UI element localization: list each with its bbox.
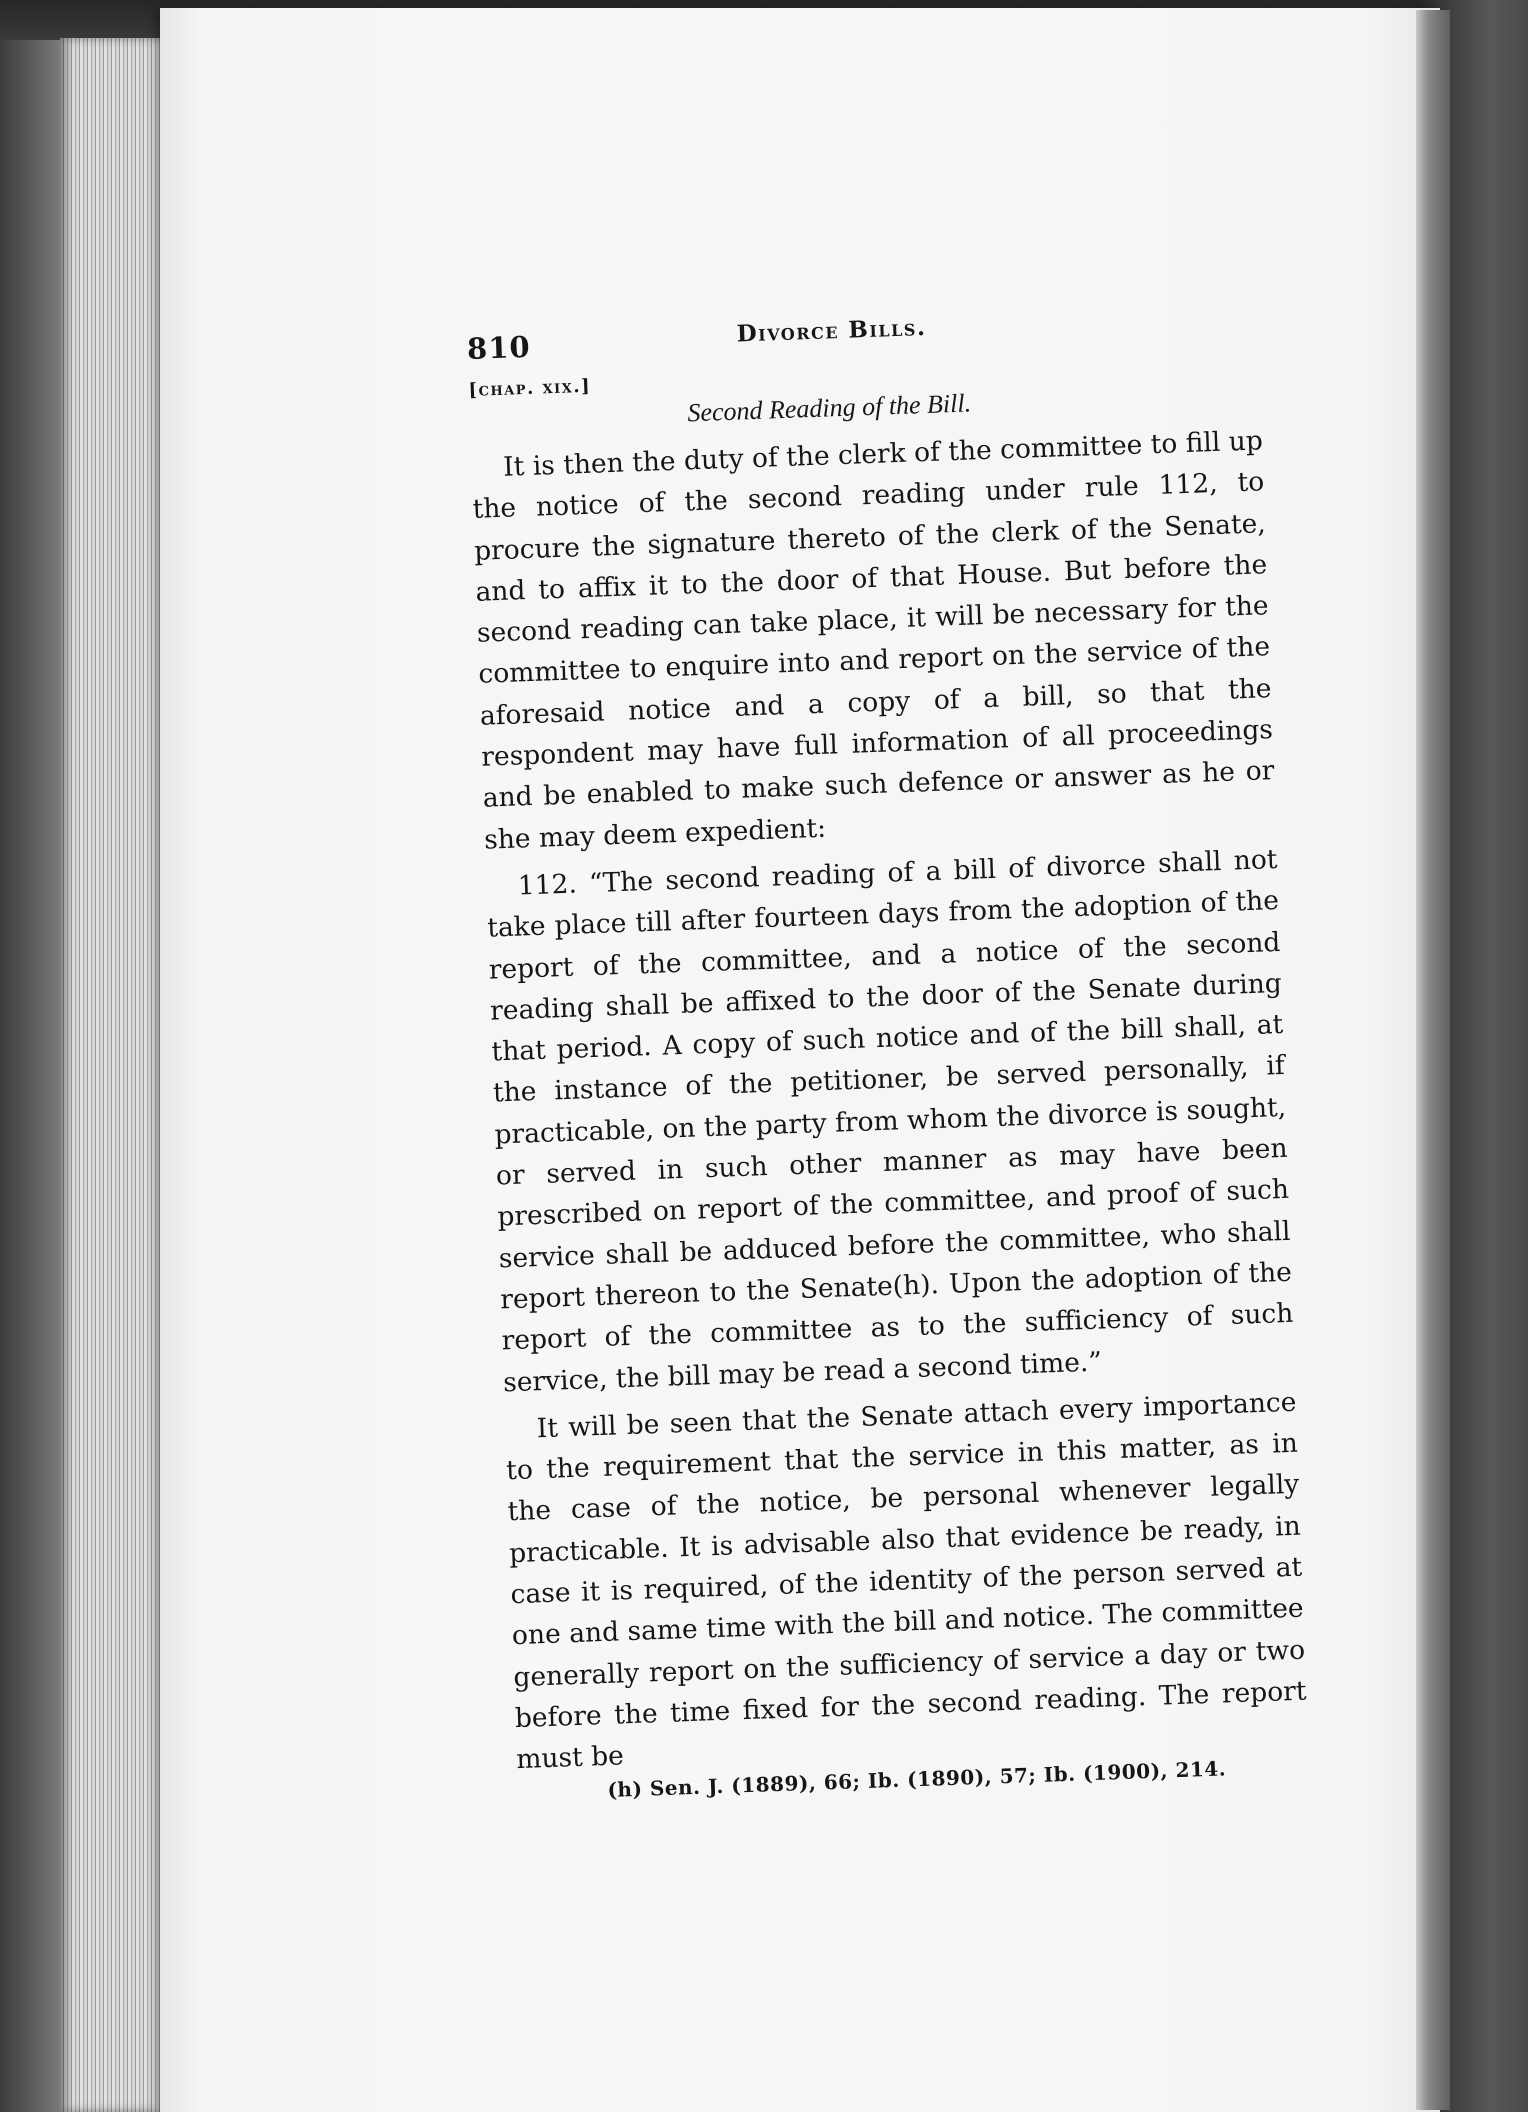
chapter-tag: [chap. xix.] (468, 375, 592, 401)
text-block (466, 289, 1339, 1837)
section-heading: Second Reading of the Bill. (686, 388, 972, 428)
running-head: Divorce Bills. (736, 313, 927, 348)
page-number: 810 (466, 329, 532, 366)
paragraph-1: It is then the duty of the clerk of the committee to fill up the notice of the second reading under rule 112, to procure the signature thereto of the clerk of the Senate, and to affix it to the door of that House. But before the second reading can take place, it will be necessary for the committee to enquire into and report on the service of the aforesaid notice and a copy of a bill, so that the respondent may have full information of all proceedings and be enabled to make such defence or answer as he or she may deem expedient: (472, 425, 1275, 856)
paragraph-3: It will be seen that the Senate attach every importance to the requirement that the service in this matter, as in the case of the notice, be personal whenever legally practicable. It is advisable also that evidence be ready, in case it is required, of the identity of the person served at one and same time with the bill and notice. The committee generally report on the sufficiency of service a day or two before the time fixed for the second reading. The report must be (505, 1386, 1307, 1776)
paragraph-2-rule-112: 112. “The second reading of a bill of divorce shall not take place till after fourteen days from the adoption of the report of the committee, and a notice of the second reading shall be affixed to the door of the Senate during that period. A copy of such notice and of the bill shall, at the instance of the petitioner, be served personally, if practicable, on the party from whom the divorce is sought, or served in such other manner as may have been prescribed on report of the committee, and proof of such service shall be adduced before the committee, who shall report thereon to the Senate(h). Upon the adoption of the report of the committee as to the sufficiency of such service, the bill may be read a second time.” (486, 843, 1294, 1398)
body-text (471, 420, 1309, 1786)
book-binding-edge (1416, 10, 1450, 2110)
footnote: (h) Sen. J. (1889), 66; Ib. (1890), 57; Ib. (1900), 214. (607, 1756, 1227, 1802)
